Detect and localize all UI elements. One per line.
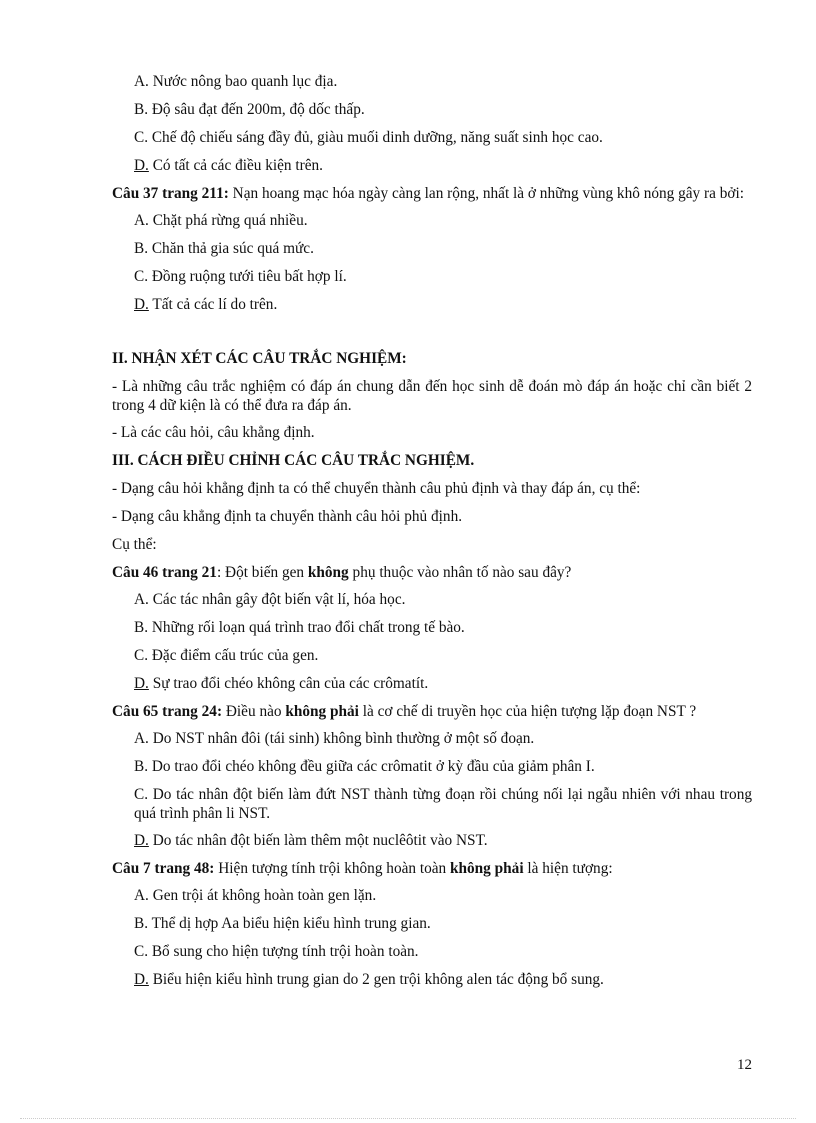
option-letter: B. — [134, 101, 149, 118]
option-d — [112, 970, 752, 990]
option-text: Gen trội át không hoàn toàn gen lặn. — [148, 887, 377, 904]
option-text: Biểu hiện kiểu hình trung gian do 2 gen trội không alen tác động bổ sung. — [148, 971, 604, 988]
option-d — [112, 156, 752, 176]
option-text: Bổ sung cho hiện tượng tính trội hoàn toàn. — [148, 943, 419, 960]
question-text: Hiện tượng tính trội không hoàn toàn — [214, 860, 451, 877]
option-c — [112, 128, 752, 148]
option-text: Có tất cả các điều kiện trên. — [148, 157, 324, 174]
page-bottom-divider — [20, 1118, 796, 1119]
option-text: Tất cả các lí do trên. — [148, 296, 278, 313]
question-text: : Đột biến gen — [216, 564, 308, 581]
question-text: là hiện tượng: — [523, 860, 613, 877]
option-d — [112, 674, 752, 694]
question-text: là cơ chế di truyền học của hiện tượng lặp đoạn NST ? — [358, 703, 697, 720]
option-text: Những rối loạn quá trình trao đổi chất trong tế bào. — [148, 619, 465, 636]
document-body — [112, 72, 752, 998]
example-label: Cụ thể: — [112, 536, 157, 553]
question-37 — [112, 184, 752, 203]
option-text: Do trao đổi chéo không đều giữa các crômatit ở kỳ đầu của giảm phân I. — [148, 758, 595, 775]
section-item: - Dạng câu hỏi khẳng định ta có thể chuyển thành câu phủ định và thay đáp án, cụ thể: — [112, 480, 641, 497]
option-text: Sự trao đổi chéo không cân của các crômatít. — [148, 675, 429, 692]
option-letter-correct: D. — [134, 832, 149, 849]
section-item: - Là các câu hỏi, câu khẳng định. — [112, 424, 315, 441]
option-letter: A. — [134, 730, 149, 747]
question-7 — [112, 859, 752, 878]
option-c — [112, 267, 752, 287]
option-text: Đồng ruộng tưới tiêu bất hợp lí. — [148, 268, 347, 285]
option-b — [112, 239, 752, 259]
section-heading: II. NHẬN XÉT CÁC CÂU TRẮC NGHIỆM: — [112, 350, 407, 367]
option-letter: B. — [134, 240, 149, 257]
option-b — [112, 618, 752, 638]
option-text: Do tác nhân đột biến làm thêm một nuclêôtit vào NST. — [148, 832, 488, 849]
option-letter: B. — [134, 915, 149, 932]
section-item: - Dạng câu khẳng định ta chuyển thành câu hỏi phủ định. — [112, 508, 463, 525]
option-a — [112, 211, 752, 231]
option-a — [112, 72, 752, 92]
question-label: Câu 46 trang 21 — [112, 564, 217, 581]
option-text: Chăn thả gia súc quá mức. — [148, 240, 314, 257]
section-item: - Là những câu trắc nghiệm có đáp án chung dẫn đến học sinh dễ đoán mò đáp án hoặc chỉ cần biết 2 trong 4 dữ kiện là có thể đưa ra đáp án. — [112, 378, 752, 414]
option-text: Nước nông bao quanh lục địa. — [148, 73, 338, 90]
option-b — [112, 100, 752, 120]
option-letter: A. — [134, 212, 149, 229]
question-label: Câu 37 trang 211: — [112, 185, 229, 202]
option-letter-correct: D. — [134, 675, 149, 692]
question-65 — [112, 702, 752, 721]
option-text: Đặc điểm cấu trúc của gen. — [148, 647, 319, 664]
question-emphasis: không — [307, 564, 349, 581]
option-letter: C. — [134, 268, 149, 285]
option-letter-correct: D. — [134, 157, 149, 174]
option-text: Chế độ chiếu sáng đầy đủ, giàu muối dinh dưỡng, năng suất sinh học cao. — [148, 129, 603, 146]
option-d — [112, 295, 752, 315]
option-letter: B. — [134, 758, 149, 775]
question-emphasis: không phải — [285, 703, 359, 720]
option-letter-correct: D. — [134, 296, 149, 313]
option-text: Thể dị hợp Aa biểu hiện kiểu hình trung gian. — [148, 915, 431, 932]
question-text: Nạn hoang mạc hóa ngày càng lan rộng, nhất là ở những vùng khô nóng gây ra bởi: — [228, 185, 744, 202]
option-a — [112, 729, 752, 749]
option-text: Chặt phá rừng quá nhiều. — [148, 212, 308, 229]
spacer — [112, 323, 752, 349]
option-a — [112, 590, 752, 610]
option-c — [112, 785, 752, 823]
question-label: Câu 65 trang 24: — [112, 703, 223, 720]
option-letter: C. — [134, 786, 149, 803]
question-text: Điều nào — [222, 703, 286, 720]
option-d — [112, 831, 752, 851]
option-letter: C. — [134, 943, 149, 960]
option-b — [112, 914, 752, 934]
option-letter-correct: D. — [134, 971, 149, 988]
question-text: phụ thuộc vào nhân tố nào sau đây? — [348, 564, 572, 581]
option-letter: B. — [134, 619, 149, 636]
option-b — [112, 757, 752, 777]
question-label: Câu 7 trang 48: — [112, 860, 215, 877]
option-text: Do NST nhân đôi (tái sinh) không bình thường ở một số đoạn. — [148, 730, 535, 747]
option-letter: A. — [134, 73, 149, 90]
section-heading: III. CÁCH ĐIỀU CHỈNH CÁC CÂU TRẮC NGHIỆM. — [112, 452, 475, 469]
question-46 — [112, 563, 752, 582]
option-c — [112, 646, 752, 666]
option-letter: A. — [134, 591, 149, 608]
option-a — [112, 886, 752, 906]
option-text: Do tác nhân đột biến làm đứt NST thành từng đoạn rồi chúng nối lại ngẫu nhiên với nhau trong quá trình phân li NST. — [134, 786, 752, 822]
option-text: Các tác nhân gây đột biến vật lí, hóa học. — [148, 591, 406, 608]
option-letter: C. — [134, 129, 149, 146]
page-number: 12 — [737, 1057, 752, 1073]
question-emphasis: không phải — [450, 860, 524, 877]
option-letter: A. — [134, 887, 149, 904]
option-c — [112, 942, 752, 962]
option-letter: C. — [134, 647, 149, 664]
option-text: Độ sâu đạt đến 200m, độ dốc thấp. — [148, 101, 365, 118]
